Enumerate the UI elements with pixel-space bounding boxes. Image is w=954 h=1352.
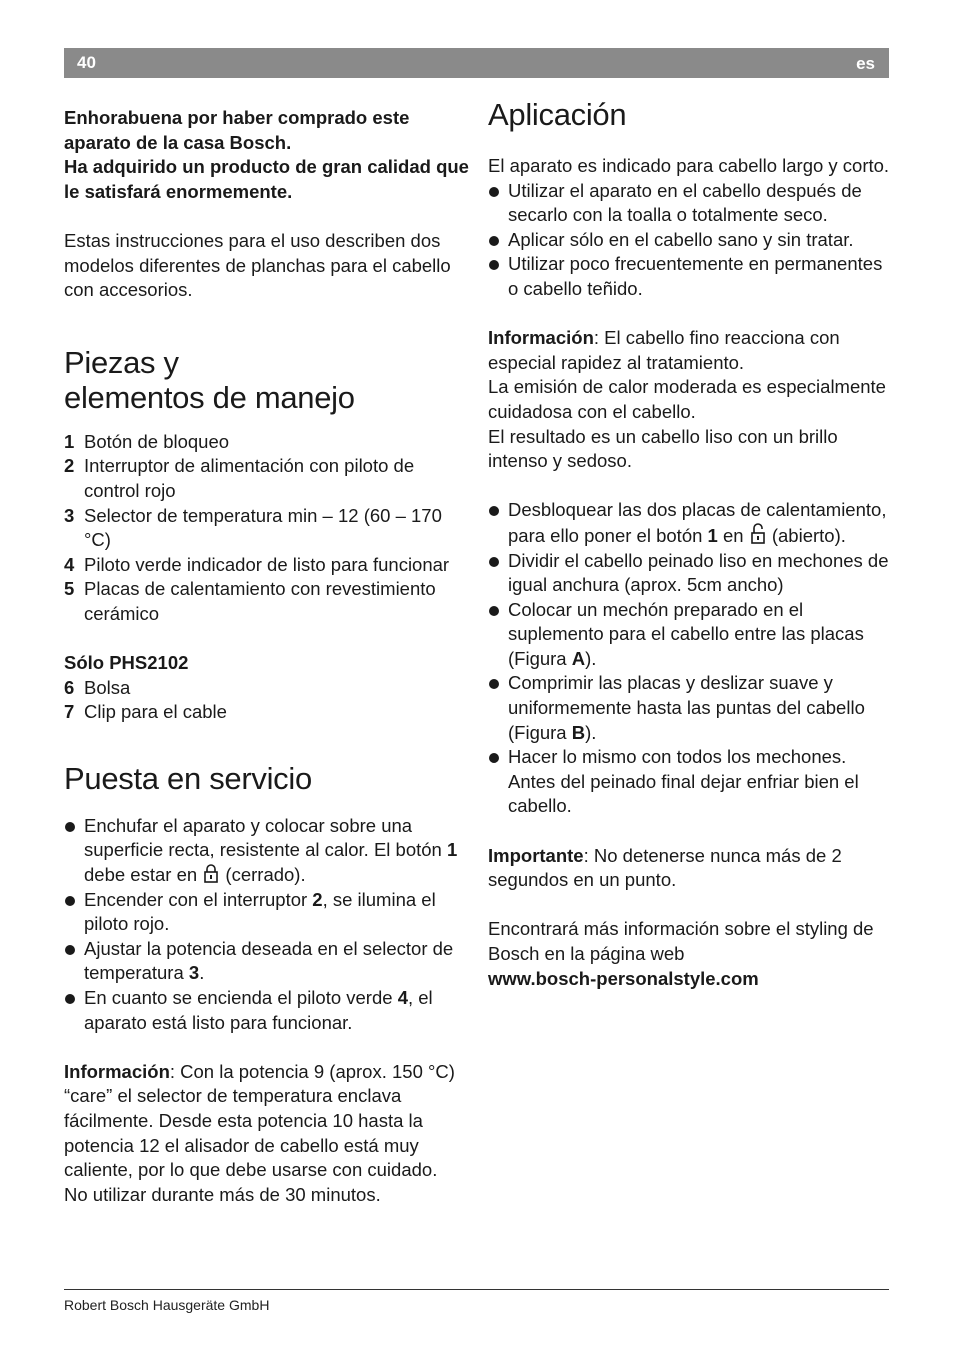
- lock-closed-icon: [204, 864, 218, 883]
- parts-heading: Piezas y elementos de manejo: [64, 344, 355, 415]
- model-parts-list: [64, 676, 472, 725]
- setup-list: [64, 814, 472, 1035]
- right-column: [488, 97, 890, 991]
- important-note: Importante: No detenerse nunca más de 2 segundos en un punto.: [488, 844, 842, 891]
- list-item: 5 Placas de calentamiento con revestimiento cerámico: [64, 578, 436, 624]
- list-item: 7 Clip para el cable: [64, 701, 227, 723]
- list-item: Aplicar sólo en el cabello sano y sin tratar.: [488, 228, 890, 253]
- setup-heading: Puesta en servicio: [64, 760, 312, 796]
- list-item: Comprimir las placas y deslizar suave y uniformemente hasta las puntas del cabello (Figura B).: [488, 671, 890, 745]
- left-column: [64, 106, 472, 1207]
- list-item: Utilizar poco frecuentemente en permanentes o cabello teñido.: [488, 252, 890, 301]
- list-item: Encender con el interruptor 2, se ilumina el piloto rojo.: [64, 888, 472, 937]
- list-item: 4 Piloto verde indicador de listo para funcionar: [64, 553, 450, 575]
- intro-quality: Ha adquirido un producto de gran calidad que le satisfará enormemente.: [64, 156, 469, 202]
- setup-info-limit: No utilizar durante más de 30 minutos.: [64, 1183, 381, 1205]
- model-label: Sólo PHS2102: [64, 652, 189, 674]
- list-item: 2 Interruptor de alimentación con piloto de control rojo: [64, 455, 415, 501]
- list-item: 1 Botón de bloqueo: [64, 430, 230, 452]
- footer-company: Robert Bosch Hausgeräte GmbH: [64, 1297, 270, 1313]
- list-item: Hacer lo mismo con todos los mechones. Antes del peinado final dejar enfriar bien el cabello.: [488, 745, 890, 819]
- intro-description: Estas instrucciones para el uso describen dos modelos diferentes de planchas para el cabello con accesorios.: [64, 229, 451, 301]
- application-list: [488, 179, 890, 302]
- application-info-heat: La emisión de calor moderada es especialmente cuidadosa con el cabello.: [488, 376, 886, 422]
- header-bar: [64, 48, 889, 78]
- application-info: Información: El cabello fino reacciona con especial rapidez al tratamiento.: [488, 327, 840, 373]
- list-item: Colocar un mechón preparado en el suplemento para el cabello entre las placas (Figura A).: [488, 598, 890, 672]
- footer-divider: [64, 1289, 889, 1290]
- website-link[interactable]: www.bosch-personalstyle.com: [488, 967, 759, 989]
- parts-list: [64, 430, 472, 627]
- language-code: es: [856, 54, 875, 73]
- list-item: Utilizar el aparato en el cabello después de secarlo con la toalla o totalmente seco.: [488, 179, 890, 228]
- list-item: Desbloquear las dos placas de calentamiento, para ello poner el botón 1 en (abierto).: [488, 498, 890, 548]
- list-item: En cuanto se encienda el piloto verde 4, el aparato está listo para funcionar.: [64, 986, 472, 1035]
- application-info-result: El resultado es un cabello liso con un brillo intenso y sedoso.: [488, 425, 838, 472]
- list-item: 6 Bolsa: [64, 676, 131, 698]
- list-item: Enchufar el aparato y colocar sobre una superficie recta, resistente al calor. El botón 1 debe estar en (cerrado).: [64, 814, 472, 888]
- list-item: Ajustar la potencia deseada en el selector de temperatura 3.: [64, 937, 472, 986]
- intro-congrats: Enhorabuena por haber comprado este aparato de la casa Bosch.: [64, 107, 410, 153]
- list-item: Dividir el cabello peinado liso en mechones de igual anchura (aprox. 5cm ancho): [488, 549, 890, 598]
- application-intro: El aparato es indicado para cabello largo y corto.: [488, 155, 890, 176]
- list-item: 3 Selector de temperatura min – 12 (60 – 170 °C): [64, 504, 442, 551]
- setup-info: Información: Con la potencia 9 (aprox. 150 °C) “care” el selector de temperatura enclava fácilmente. Desde esta potencia 10 hasta la potencia 12 el alisador de cabello está muy caliente, por lo que debe usarse con cuidado.: [64, 1060, 455, 1181]
- more-info: Encontrará más información sobre el styling de Bosch en la página web: [488, 918, 874, 964]
- page-number: 40: [77, 53, 96, 72]
- lock-open-icon: [751, 523, 765, 544]
- steps-list: [488, 498, 890, 819]
- application-heading: Aplicación: [488, 97, 627, 132]
